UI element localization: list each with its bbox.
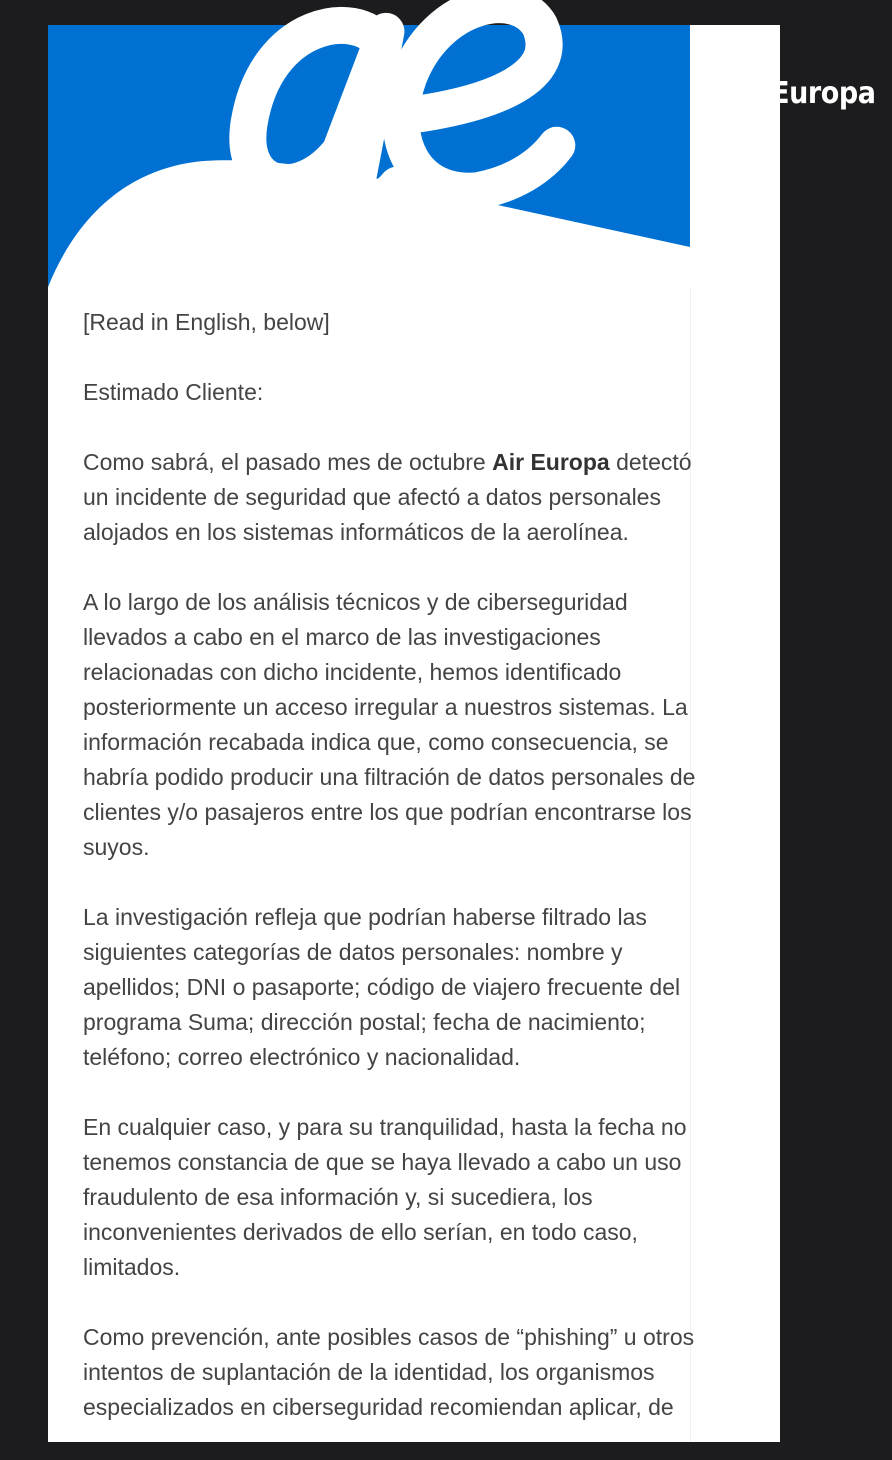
ae-ligature-logo-icon bbox=[82, 0, 724, 225]
paragraph-incident-start: Como sabrá, el pasado mes de octubre bbox=[83, 449, 493, 475]
email-card bbox=[48, 25, 876, 1442]
read-in-english-link[interactable]: [Read in English, below] bbox=[83, 309, 330, 335]
paragraph-prevention: Como prevención, ante posibles casos de “phishing” u otros intentos de suplantación de la identidad, los organismos especializados en ciberseguridad recomiendan aplicar, de bbox=[83, 1324, 695, 1420]
paragraph-data-categories: La investigación refleja que podrían haberse filtrado las siguientes categorías de datos personales: nombre y apellidos; DNI o pasaporte; código de viajero frecuente del programa Suma; dirección postal; fecha de nacimiento; teléfono; correo electrónico y nacionalidad. bbox=[83, 904, 681, 1070]
logo-wordmark: AirEuropa bbox=[729, 76, 876, 111]
company-name: Air Europa bbox=[492, 449, 610, 475]
paragraph-incident bbox=[83, 445, 703, 550]
greeting: Estimado Cliente: bbox=[83, 379, 264, 405]
paragraph-investigation: A lo largo de los análisis técnicos y de ciberseguridad llevados a cabo en el marco de las investigaciones relacionadas con dicho incidente, hemos identificado posteriormente un acceso irregular a nuestros sistemas. La información recabada indica que, como consecuencia, se habría podido producir una filtración de datos personales de clientes y/o pasajeros entre los que podrían encontrarse los suyos. bbox=[83, 589, 696, 860]
air-europa-logo[interactable] bbox=[82, 69, 892, 119]
header-banner bbox=[48, 25, 876, 287]
paragraph-reassurance: En cualquier caso, y para su tranquilidad, hasta la fecha no tenemos constancia de que se haya llevado a cabo un uso fraudulento de esa información y, si sucediera, los inconvenientes derivados de ello serían, en todo caso, limitados. bbox=[83, 1114, 687, 1280]
paragraph-incident-end: detectó un incidente de seguridad que afectó a datos personales alojados en los sistemas informáticos de la aerolínea. bbox=[83, 449, 692, 545]
email-body bbox=[83, 305, 703, 1460]
